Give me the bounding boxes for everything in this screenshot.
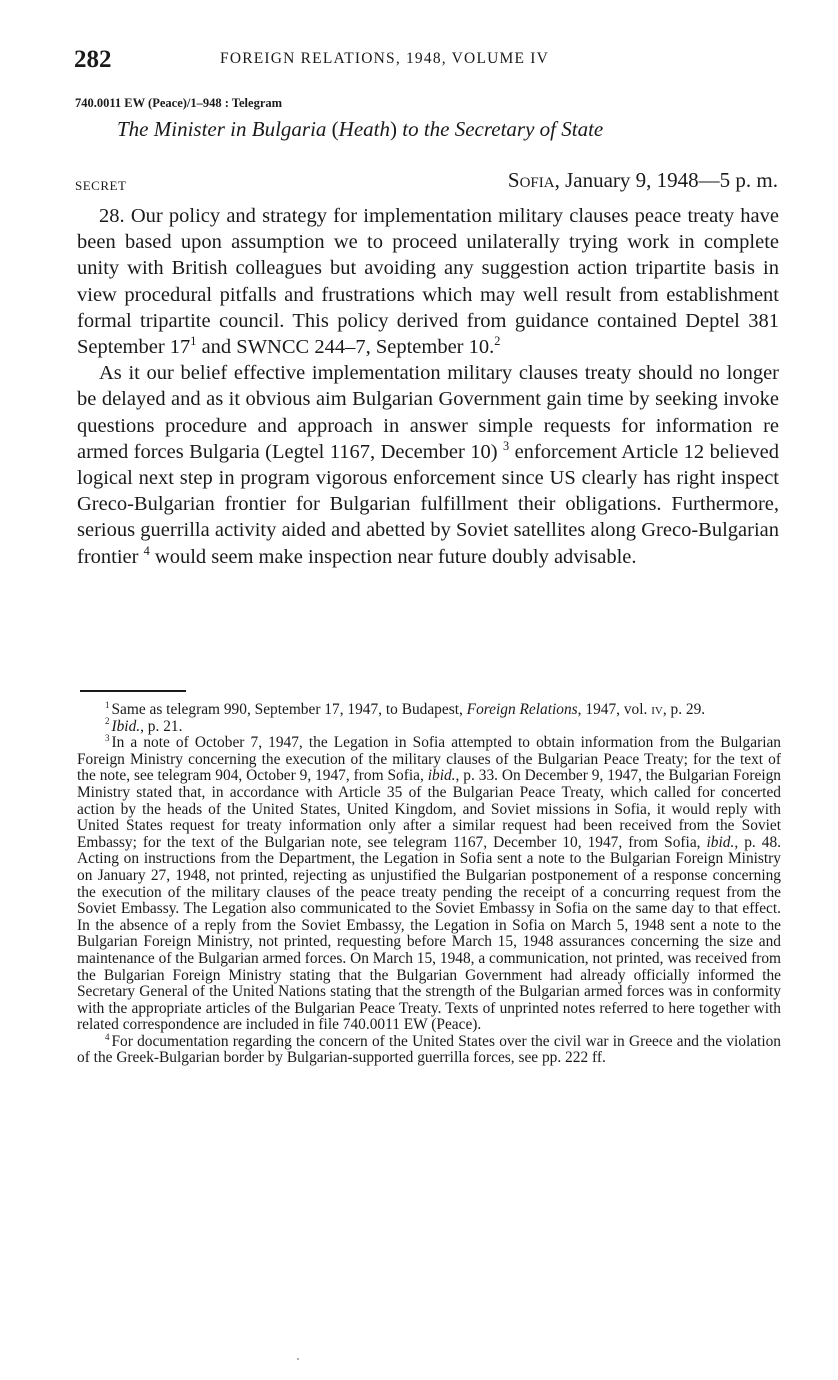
document-title: [117, 117, 603, 142]
footnote-mark: 1: [105, 699, 110, 710]
footnote-mark: 2: [105, 716, 110, 727]
title-open-paren: (: [331, 117, 339, 141]
title-part-1: The Minister in Bulgaria: [117, 117, 332, 141]
footnote-text: , p. 33. On December 9, 1947, the Bulgarian Foreign Ministry stated that, in accordance with Article 35 of the Bulgarian Peace Treaty, which called for concerted action by the heads of the United States, United Kingdom, and Soviet missions in Sofia, it would reply with United States request for treaty information only after a similar request had been received from the Soviet Embassy; for the text of the Bulgarian note, see telegram 1167, December 10, 1947, from Sofia,: [77, 767, 781, 851]
body-text: would seem make inspection near future doubly advisable.: [149, 545, 637, 568]
running-header: [74, 44, 779, 78]
footnote-ref-1[interactable]: 1: [190, 334, 197, 349]
footnote-italic: Ibid.: [111, 717, 141, 735]
footnote-3: [77, 735, 781, 1034]
body-text: and SWNCC 244–7, September 10.: [196, 336, 495, 359]
body-text: enforcement Article 12 believed logical next step in program vigorous enforcement since US clearly has right inspect Greco-Bulgarian frontier for Bulgarian fulfillment their obligations. Furthermore, serious guerrilla activity aided and abetted by Soviet satellites along Greco-Bulgarian frontier: [77, 440, 780, 568]
page-number: 282: [74, 46, 112, 73]
running-title: FOREIGN RELATIONS, 1948, VOLUME IV: [220, 50, 549, 67]
footnote-text: , p. 48. Acting on instructions from the Department, the Legation in Sofia sent a note to the Bulgarian Foreign Ministry on January 27, 1948, not printed, rejecting as unjustified the Bulgarian postponement of a response concerning the execution of the military clauses of the peace treaty pending the receipt of a concurring request from the Soviet Embassy. The Legation also communicated to the Soviet Embassy in Sofia on the same day to that effect. In the absence of a reply from the Soviet Embassy, the Legation in Sofia on March 5, 1948 sent a note to the Bulgarian Foreign Ministry, not printed, requesting before March 15, 1948 assurances concerning the size and maintenance of the Bulgarian armed forces. On March 15, 1948, a communication, not printed, was received from the Bulgarian Foreign Ministry stating that the Bulgarian Government had already officially informed the Secretary General of the United Nations stating that the strength of the Bulgarian armed forces was in conformity with the appropriate articles of the Bulgarian Peace Treaty. Texts of unprinted notes referred to here together with related correspondence are included in file 740.0011 EW (Peace).: [77, 833, 781, 1034]
footnote-divider: [80, 690, 186, 692]
footnote-italic: ibid.: [706, 833, 735, 851]
footnote-ref-3[interactable]: 3: [502, 439, 510, 453]
title-part-2: to the Secretary of State: [397, 117, 604, 141]
footnote-4: [77, 1031, 781, 1067]
body-text: 28. Our policy and strategy for implementation military clauses peace treaty have been based upon assumption we to proceed unilaterally trying work in complete unity with British colleagues but avoiding any suggestion action tripartite basis in view procedural pitfalls and frustrations which may well result from establishment formal tripartite council. This policy derived from guidance contained Deptel 381 September 17: [77, 205, 779, 359]
footnote-volume: iv: [651, 701, 663, 718]
title-name: Heath: [338, 117, 390, 141]
dateline: [508, 168, 778, 193]
body-paragraph: [77, 360, 779, 570]
footnote-text: Same as telegram 990, September 17, 1947, to Budapest,: [111, 701, 467, 718]
footnote-text: , p. 21.: [140, 717, 183, 735]
footnote-mark: 3: [105, 733, 110, 744]
dateline-date: , January 9, 1948—5 p. m.: [554, 168, 778, 192]
title-close-paren: ): [390, 117, 397, 141]
footnote-mark: 4: [105, 1031, 110, 1042]
footnote-text: , p. 29.: [662, 701, 706, 718]
footnote-text: For documentation regarding the concern of the United States over the civil war in Greece and the violation of the Greek-Bulgarian border by Bulgarian-supported guerrilla forces, see pp. 222 ff.: [77, 1032, 781, 1067]
telegram-body: [77, 203, 779, 570]
classification-label: SECRET: [75, 178, 127, 193]
file-reference: 740.0011 EW (Peace)/1–948 : Telegram: [75, 96, 283, 110]
footnotes: [77, 699, 781, 1067]
body-text: As it our belief effective implementation military clauses treaty should no longer be delayed and as it obvious aim Bulgarian Government gain time by seeking invoke questions procedure and approach in answer simple requests for information re armed forces Bulgaria (Legtel 1167, December 10): [77, 362, 779, 463]
body-paragraph: [77, 203, 779, 360]
footnote-1: [77, 699, 781, 719]
scan-speck: [297, 1358, 299, 1360]
footnote-2: [77, 716, 781, 736]
footnote-italic: Foreign Relations: [466, 701, 578, 718]
footnote-italic: ibid.: [427, 767, 456, 785]
footnote-ref-2[interactable]: 2: [494, 334, 501, 349]
footnote-text: , 1947, vol.: [577, 701, 652, 718]
footnote-ref-4[interactable]: 4: [143, 543, 150, 558]
footnote-text: In a note of October 7, 1947, the Legation in Sofia attempted to obtain information from the Bulgarian Foreign Ministry concerning the execution of the military clauses of the Bulgarian Peace Treaty; for the text of the note, see telegram 904, October 9, 1947, from Sofia,: [77, 734, 781, 785]
dateline-place: Sofia: [507, 168, 555, 192]
